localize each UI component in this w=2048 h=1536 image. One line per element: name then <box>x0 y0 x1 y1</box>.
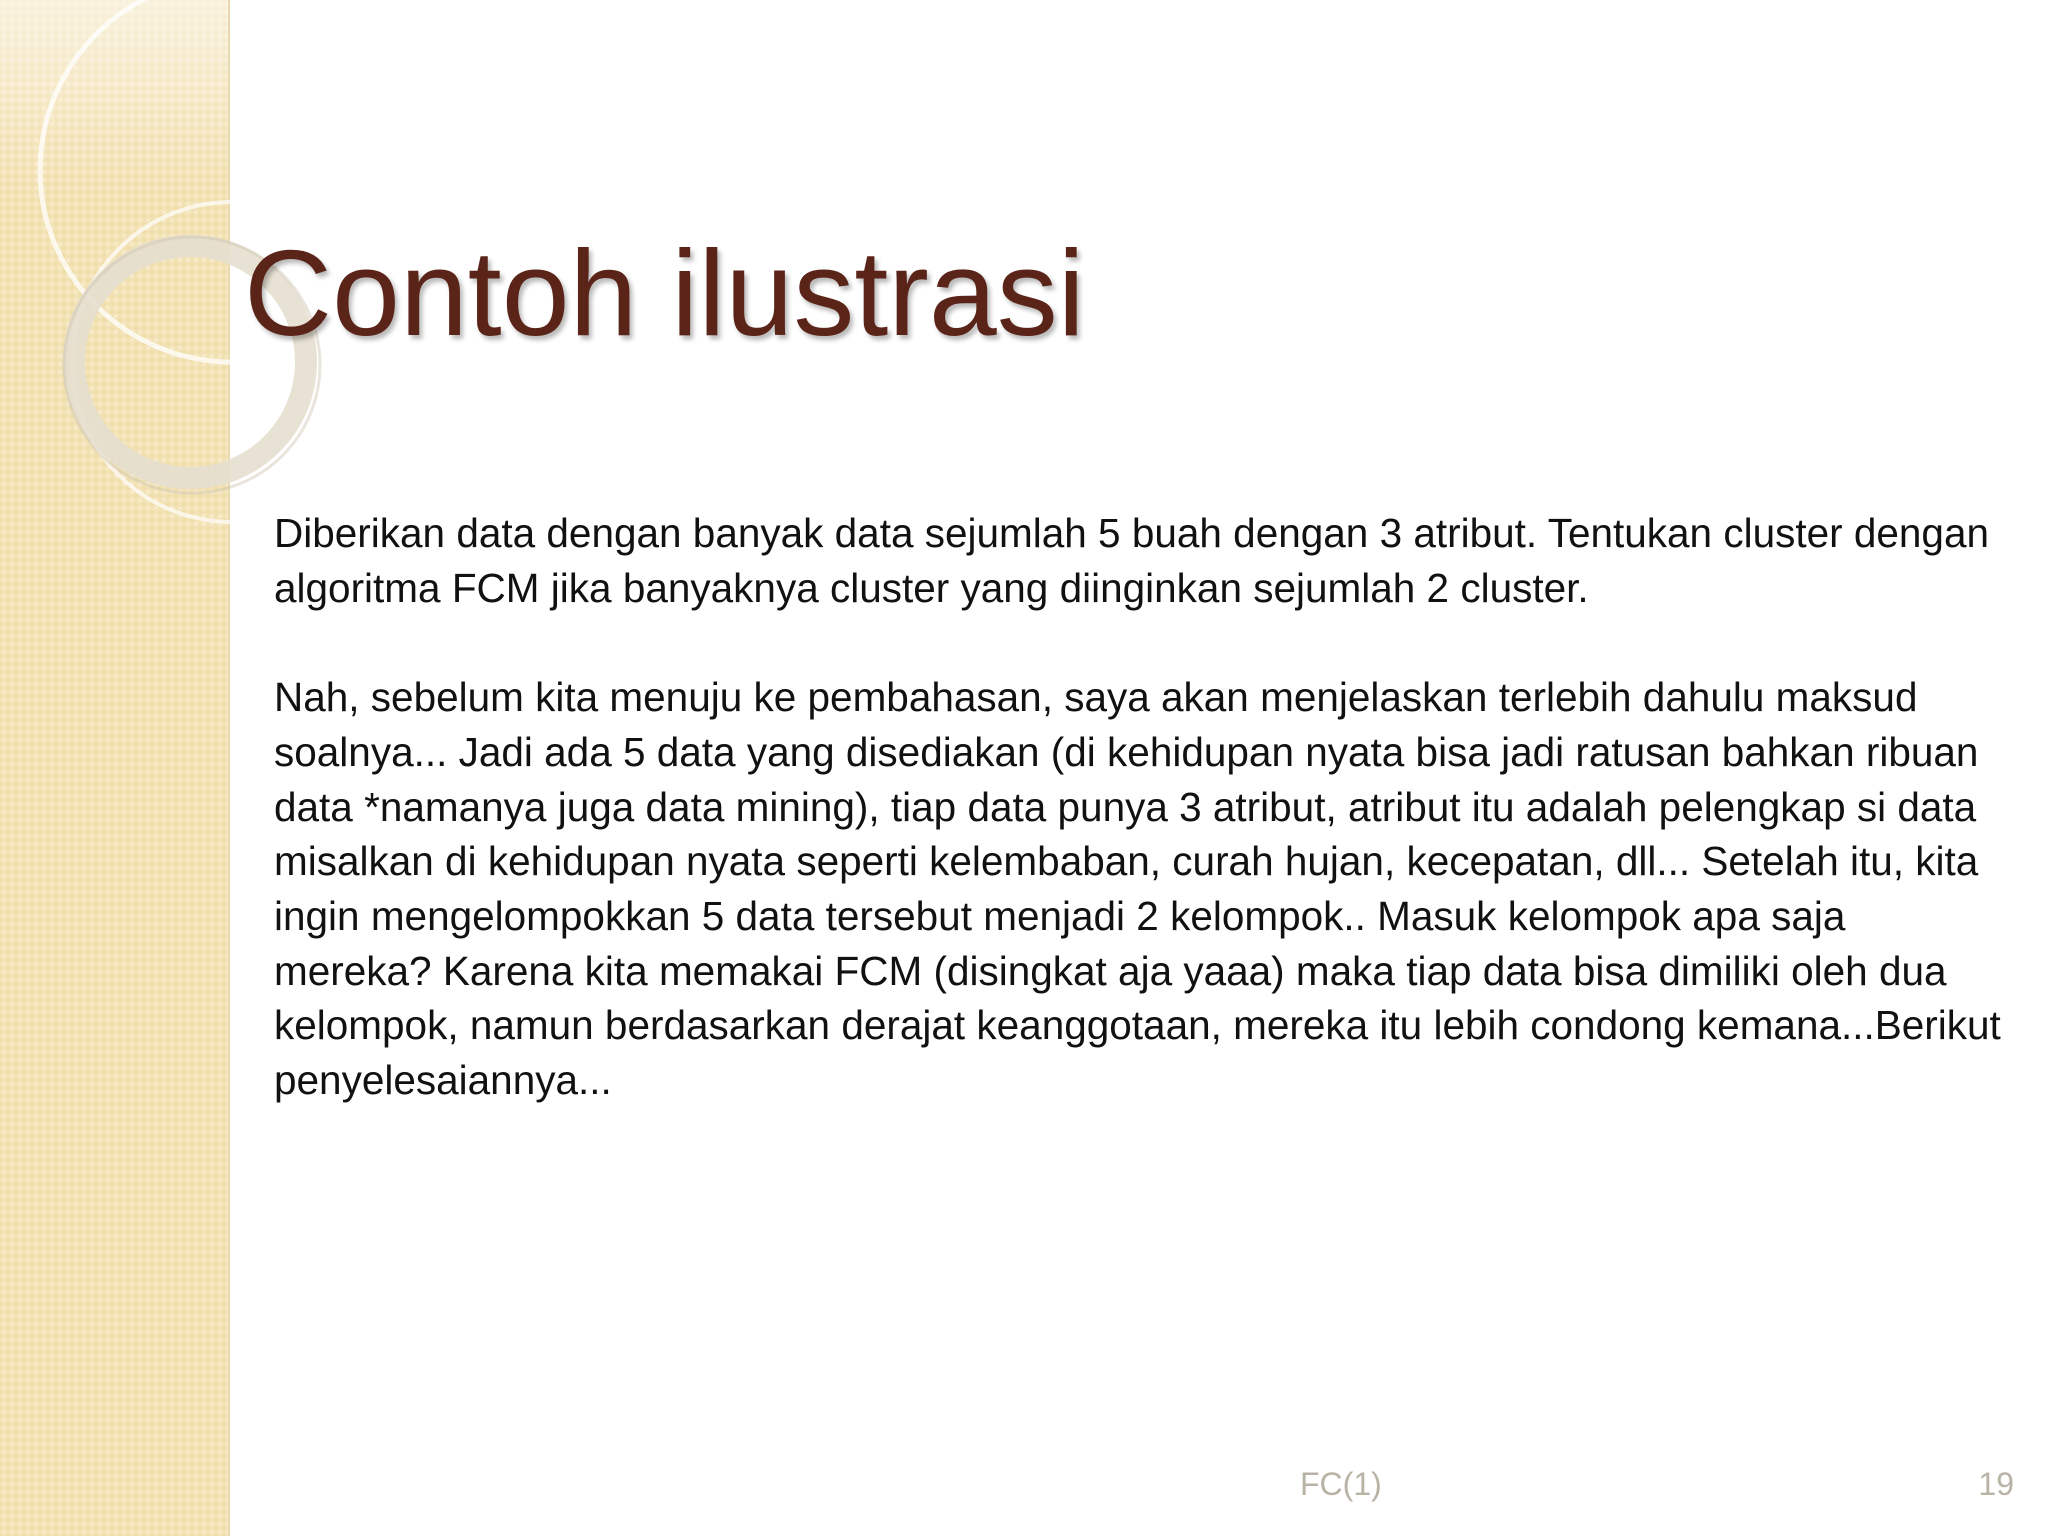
paragraph-problem: Diberikan data dengan banyak data sejumlah 5 buah dengan 3 atribut. Tentukan cluster dengan algoritma FCM jika banyaknya cluster yang diinginkan sejumlah 2 cluster. <box>274 510 1990 611</box>
footer-label: FC(1) <box>1300 1466 1382 1502</box>
paragraph-explanation: Nah, sebelum kita menuju ke pembahasan, saya akan menjelaskan terlebih dahulu maksud soalnya... Jadi ada 5 data yang disediakan (di kehidupan nyata bisa jadi ratusan bahkan ribuan data *namanya juga data mining), tiap data punya 3 atribut, atribut itu adalah pelengkap si data misalkan di kehidupan nyata seperti kelembaban, curah hujan, kecepatan, dll... Setelah itu, kita ingin mengelompokkan 5 data tersebut menjadi 2 kelompok.. Masuk kelompok apa saja mereka? Karena kita memakai FCM (disingkat aja yaaa) maka tiap data bisa dimiliki oleh dua kelompok, namun berdasarkan derajat keanggotaan, mereka itu lebih condong kemana...Berikut penyelesaiannya... <box>274 674 2001 1104</box>
page-number: 19 <box>1978 1466 2014 1502</box>
slide-title: Contoh ilustrasi <box>244 225 1085 361</box>
slide-body <box>274 506 2014 1108</box>
